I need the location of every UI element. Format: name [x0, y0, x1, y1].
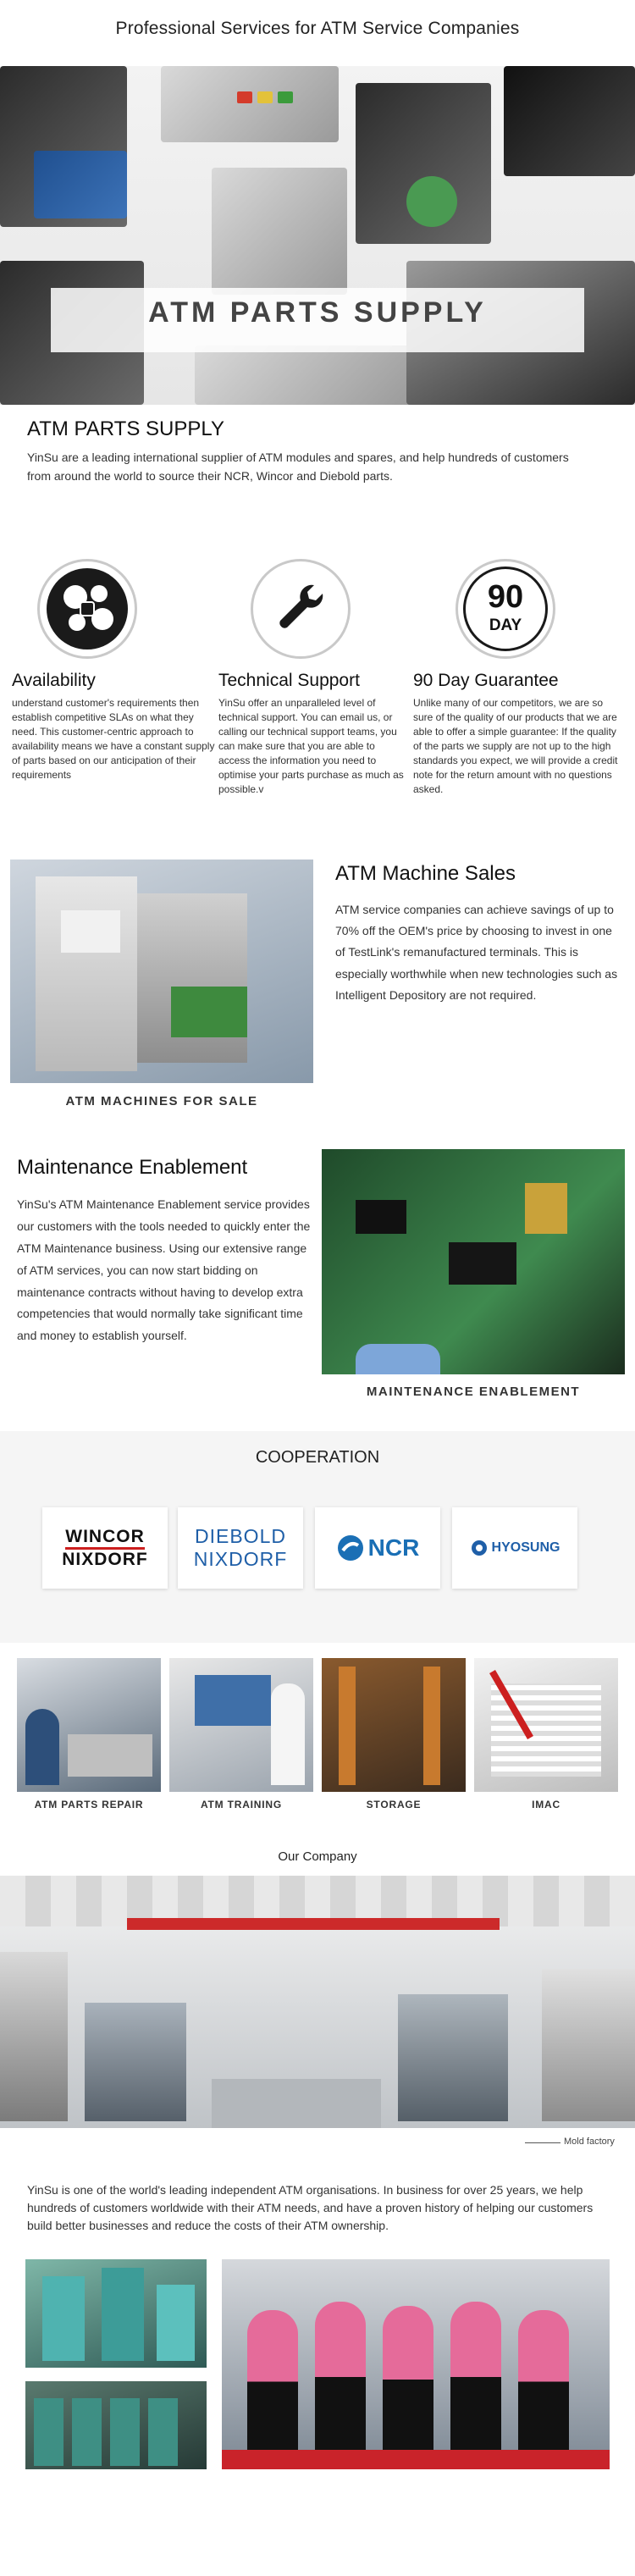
- hyosung-logo: [452, 1507, 577, 1589]
- diebold-nixdorf-logo: [178, 1507, 303, 1589]
- circuit-board-photo: [322, 1149, 625, 1374]
- factory-caption-line: [525, 2142, 560, 2143]
- logo-line1: DIEBOLD: [195, 1525, 286, 1547]
- machine-sales-title: ATM Machine Sales: [335, 862, 516, 885]
- feature-text-support: YinSu offer an unparalleled level of technical support. You can email us, or calling our technical support teams, you can make sure that you are able to access the information you need to optimise your parts purchase as much as possible.v: [218, 697, 404, 796]
- cooperation-title: COOPERATION: [255, 1448, 380, 1467]
- service-caption-imac: IMAC: [532, 1799, 560, 1810]
- ncr-logo: [315, 1507, 440, 1589]
- badge-unit: DAY: [489, 616, 522, 634]
- monitor-image: [504, 66, 635, 176]
- logo-line2: NIXDORF: [193, 1548, 288, 1570]
- atm-machine-photo: [10, 860, 313, 1083]
- keypad-module-image: [161, 66, 339, 142]
- card-reader-image: [356, 83, 491, 244]
- feature-text-guarantee: Unlike many of our competitors, we are so sure of the quality of our products that we are able to offer a simple guarantee: If the quality of the parts we supply are not up to the high standards you expect, we will provide a credit note for the return amount with no questions asked.: [413, 697, 618, 796]
- our-company-title: Our Company: [278, 1849, 357, 1864]
- logo-line1: WINCOR: [65, 1527, 145, 1550]
- feature-title-availability: Availability: [12, 671, 96, 690]
- ncr-mark-icon: [336, 1534, 365, 1562]
- feature-icon-availability: [37, 559, 137, 659]
- parts-supply-text: YinSu are a leading international supplier of ATM modules and spares, and help hundreds of customers from around the world to source their NCR, Wincor and Diebold parts.: [27, 451, 569, 483]
- ninety-day-badge-icon: 90: [487, 579, 524, 615]
- machine-sales-caption: ATM MACHINES FOR SALE: [65, 1094, 258, 1108]
- maintenance-title: Maintenance Enablement: [17, 1156, 248, 1179]
- atm-module-image: [34, 151, 127, 218]
- service-photo-training: [169, 1658, 313, 1792]
- transport-module-image: [195, 345, 415, 405]
- hero-banner: [0, 66, 635, 405]
- hands-team-icon: [47, 568, 128, 650]
- factory-photo: [0, 1876, 635, 2128]
- factory-caption: Mold factory: [564, 2137, 615, 2147]
- company-photo-machines: [25, 2259, 207, 2368]
- service-photo-repair: [17, 1658, 161, 1792]
- atm-part-image: [212, 168, 347, 295]
- feature-icon-support: [251, 559, 351, 659]
- maintenance-text: YinSu's ATM Maintenance Enablement service provides our customers with the tools needed to quickly enter the ATM Maintenance business. Using our extensive range of ATM services, you can now start bidding on maintenance contracts without having to develop extra competencies that would normally take significant time and money to establish yourself.: [17, 1197, 311, 1343]
- feature-text-availability: understand customer's requirements then establish competitive SLAs on what they need. This customer-centric approach to availability means we have a constant supply of parts based on our anticipation of their requirements: [12, 697, 215, 782]
- service-photo-storage: [322, 1658, 466, 1792]
- service-caption-repair: ATM PARTS REPAIR: [34, 1799, 144, 1810]
- feature-title-support: Technical Support: [218, 671, 360, 690]
- service-caption-storage: STORAGE: [366, 1799, 422, 1810]
- hero-banner-text: ATM PARTS SUPPLY: [148, 296, 487, 329]
- machine-sales-text: ATM service companies can achieve savings of up to 70% off the OEM's price by choosing to invest in one of TestLink's remanufactured terminals. This is especially worthwhile when new technologies such as Intelligent Depository are not required.: [335, 903, 618, 1002]
- feature-title-guarantee: 90 Day Guarantee: [413, 671, 559, 690]
- company-text: YinSu is one of the world's leading independent ATM organisations. In business for over 25 years, we help hundreds of customers worldwide with their ATM needs, and have a proven history of helping our customers build better businesses and reduce the costs of their ATM ownership.: [27, 2183, 594, 2232]
- service-photo-imac: [474, 1658, 618, 1792]
- company-photo-atms: [25, 2381, 207, 2469]
- logo-line1: HYOSUNG: [491, 1540, 560, 1555]
- wrench-icon: [260, 568, 341, 650]
- feature-icon-guarantee: [456, 559, 555, 659]
- logo-line1: NCR: [367, 1534, 420, 1561]
- service-caption-training: ATM TRAINING: [200, 1799, 283, 1810]
- parts-supply-title: ATM PARTS SUPPLY: [27, 417, 224, 440]
- logo-line2: NIXDORF: [62, 1549, 148, 1569]
- company-team-photo: [222, 2259, 610, 2469]
- wincor-nixdorf-logo: [42, 1507, 168, 1589]
- page-title: Professional Services for ATM Service Companies: [115, 19, 520, 38]
- hyosung-mark-icon: [470, 1539, 489, 1557]
- maintenance-caption: MAINTENANCE ENABLEMENT: [366, 1385, 581, 1399]
